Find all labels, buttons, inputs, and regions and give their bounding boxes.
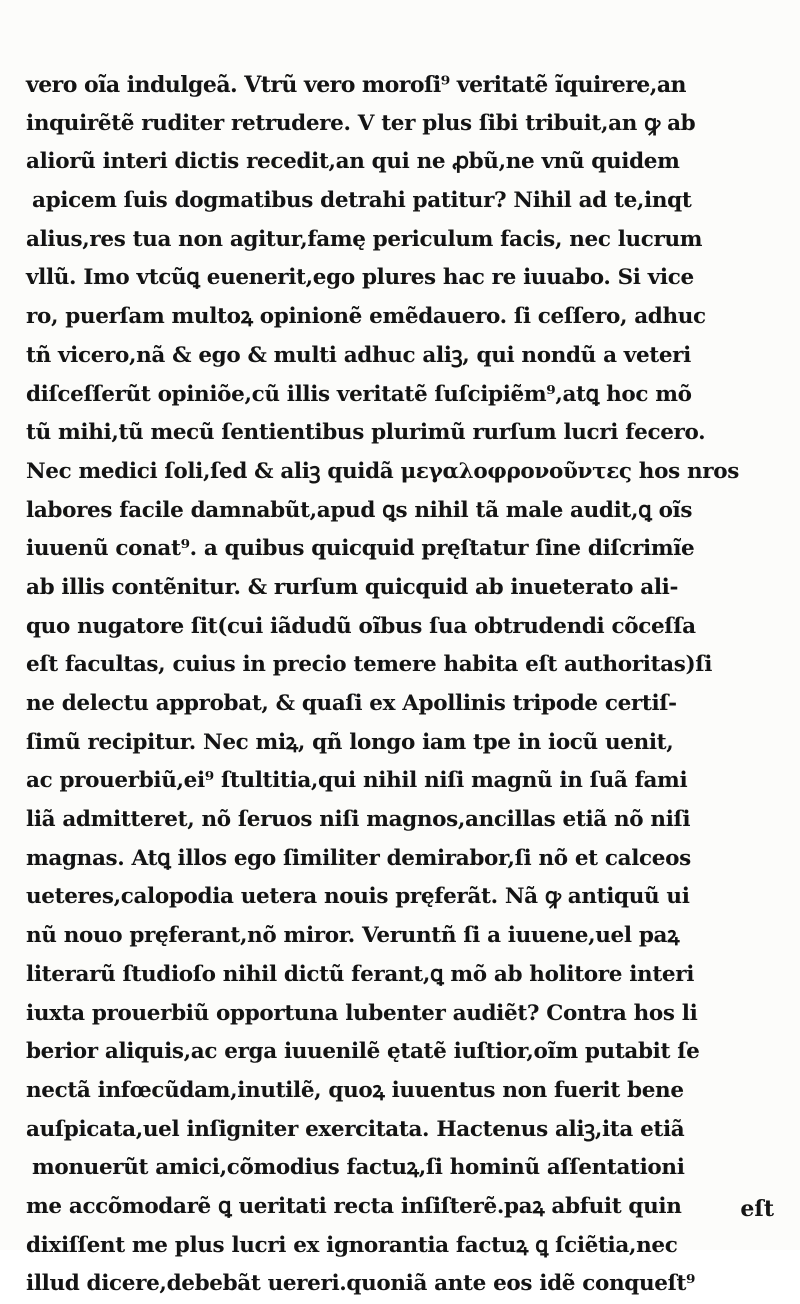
text-line: liã admitteret, nõ ſeruos niſi magnos,ancillas etiã nõ niſi: [26, 807, 691, 833]
catchword: eſt: [740, 1196, 774, 1222]
text-line: Nec medici ſoli,ſed & aliꝫ quidã μεγαλοφρονοῦντες hos nros: [26, 458, 739, 484]
text-line: illud dicere,debebãt uereri.quoniã ante eos idẽ conqueſt⁹: [26, 1271, 696, 1297]
text-line: vllũ. Imo vtcũꝗ euenerit,ego plures hac re iuuabo. Si vice: [26, 265, 694, 291]
text-line: ro, puerſam multoꝝ opinionẽ emẽdauero. ſi ceſſero, adhuc: [26, 304, 706, 330]
text-line: ab illis contẽnitur. & rurſum quicquid ab inueterato ali-: [26, 574, 679, 600]
text-line: labores facile damnabũt,apud ꝗs nihil tã male audit,ꝗ oĩs: [26, 497, 693, 523]
text-line: literarũ ſtudioſo nihil dictũ ferant,ꝗ mõ ab holitore interi: [26, 961, 695, 987]
text-line: iuuenũ conat⁹. a quibus quicquid pręſtatur ſine diſcrimĩe: [26, 536, 695, 562]
text-line: ſimũ recipitur. Nec miꝝ, qñ longo iam tpe in iocũ uenit,: [26, 729, 674, 755]
text-line: nectã infœcũdam,inutilẽ, quoꝝ iuuentus non fuerit bene: [26, 1077, 684, 1103]
text-line: vero oĩa indulgeã. Vtrũ vero moroſi⁹ veritatẽ ĩquirere,an: [26, 72, 686, 98]
text-line: ac prouerbiũ,ei⁹ ſtultitia,qui nihil niſi magnũ in ſuã fami: [26, 768, 688, 794]
text-line: iuxta prouerbiũ opportuna lubenter audiẽt? Contra hos li: [26, 1000, 698, 1026]
text-line: monuerũt amici,cõmodius factuꝝ,ſi hominũ aſſentationi: [32, 1155, 685, 1181]
text-line: nũ nouo pręferant,nõ miror. Veruntñ ſi a iuuene,uel paꝝ: [26, 923, 680, 949]
text-line: auſpicata,uel inſigniter exercitata. Hactenus aliꝫ,ita etiã: [26, 1116, 685, 1142]
text-line: tñ vicero,nã & ego & multi adhuc aliꝫ, qui nondũ a veteri: [26, 342, 691, 368]
text-line: ne delectu approbat, & quaſi ex Apollinis tripode certiſ-: [26, 691, 677, 716]
text-line: ueteres,calopodia uetera nouis pręferãt. Nã ꝙ antiquũ ui: [26, 884, 690, 910]
text-line: eſt facultas, cuius in precio temere habita eſt authoritas)ſi: [26, 652, 713, 678]
text-line: tũ mihi,tũ mecũ ſentientibus plurimũ rurſum lucri fecero.: [26, 420, 706, 446]
text-line: inquirẽtẽ ruditer retrudere. V ter plus ſibi tribuit,an ꝙ ab: [26, 110, 696, 136]
text-line: dixiſſent me plus lucri ex ignorantia factuꝝ ꝗ ſciẽtia,nec: [26, 1232, 678, 1258]
text-line: alius,res tua non agitur,famę periculum facis, nec lucrum: [26, 226, 703, 252]
text-line: aliorũ interi dictis recedit,an qui ne ꝓbũ,ne vnũ quidem: [26, 149, 680, 175]
text-line: apicem ſuis dogmatibus detrahi patitur? Nihil ad te,inqt: [32, 188, 692, 214]
text-line: quo nugatore ſit(cui iãdudũ oĩbus ſua obtrudendi cõceſſa: [26, 613, 696, 639]
latin-text-block: [26, 66, 778, 1304]
text-line: me accõmodarẽ ꝗ ueritati recta inſiſterẽ.paꝝ abfuit quin: [26, 1193, 682, 1219]
text-line: berior aliquis,ac erga iuuenilẽ ętatẽ iuſtior,oĩm putabit ſe: [26, 1039, 700, 1065]
text-line: diſceſſerũt opiniõe,cũ illis veritatẽ ſuſcipiẽm⁹,atꝗ hoc mõ: [26, 381, 692, 407]
text-line: magnas. Atꝗ illos ego ſimiliter demirabor,ſi nõ et calceos: [26, 845, 691, 871]
